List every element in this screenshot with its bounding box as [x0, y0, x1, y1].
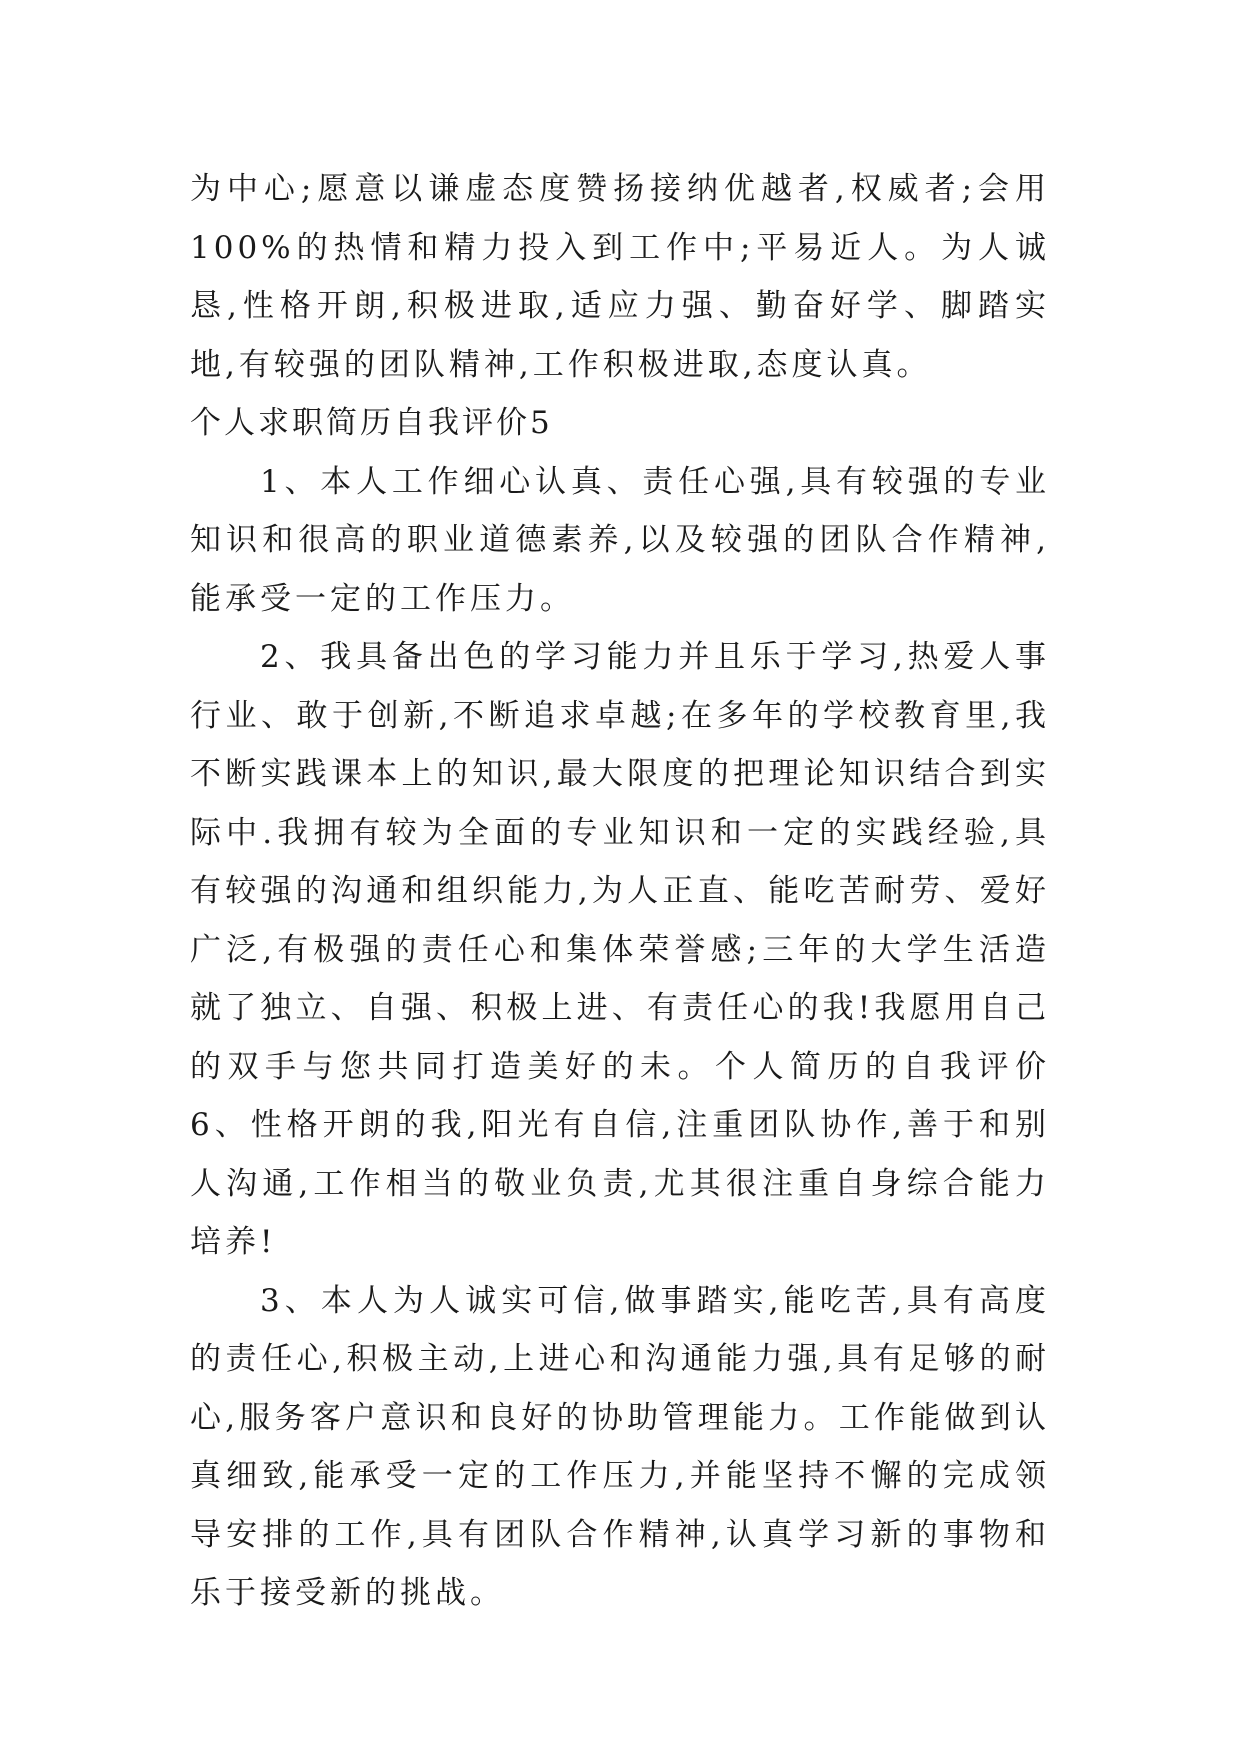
- evaluation-item-2: 2、我具备出色的学习能力并且乐于学习,热爱人事行业、敢于创新,不断追求卓越;在多年的学校教育里,我不断实践课本上的知识,最大限度的把理论知识结合到实际中.我拥有较为全面的专业知识和一定的实践经验,具有较强的沟通和组织能力,为人正直、能吃苦耐劳、爱好广泛,有极强的责任心和集体荣誉感;三年的大学生活造就了独立、自强、积极上进、有责任心的我!我愿用自己的双手与您共同打造美好的未。个人简历的自我评价6、性格开朗的我,阳光有自信,注重团队协作,善于和别人沟通,工作相当的敬业负责,尤其很注重自身综合能力培养!: [190, 639, 1050, 1260]
- evaluation-item-3: 3、本人为人诚实可信,做事踏实,能吃苦,具有高度的责任心,积极主动,上进心和沟通能力强,具有足够的耐心,服务客户意识和良好的协助管理能力。工作能做到认真细致,能承受一定的工作压力,并能坚持不懈的完成领导安排的工作,具有团队合作精神,认真学习新的事物和乐于接受新的挑战。: [190, 1282, 1050, 1611]
- section-heading: 个人求职简历自我评价5: [190, 405, 553, 441]
- document-body: [190, 160, 1050, 1623]
- intro-paragraph: 为中心;愿意以谦虚态度赞扬接纳优越者,权威者;会用100%的热情和精力投入到工作中;平易近人。为人诚恳,性格开朗,积极进取,适应力强、勤奋好学、脚踏实地,有较强的团队精神,工作积极进取,态度认真。: [190, 171, 1050, 383]
- evaluation-item-1: 1、本人工作细心认真、责任心强,具有较强的专业知识和很高的职业道德素养,以及较强的团队合作精神,能承受一定的工作压力。: [190, 463, 1050, 617]
